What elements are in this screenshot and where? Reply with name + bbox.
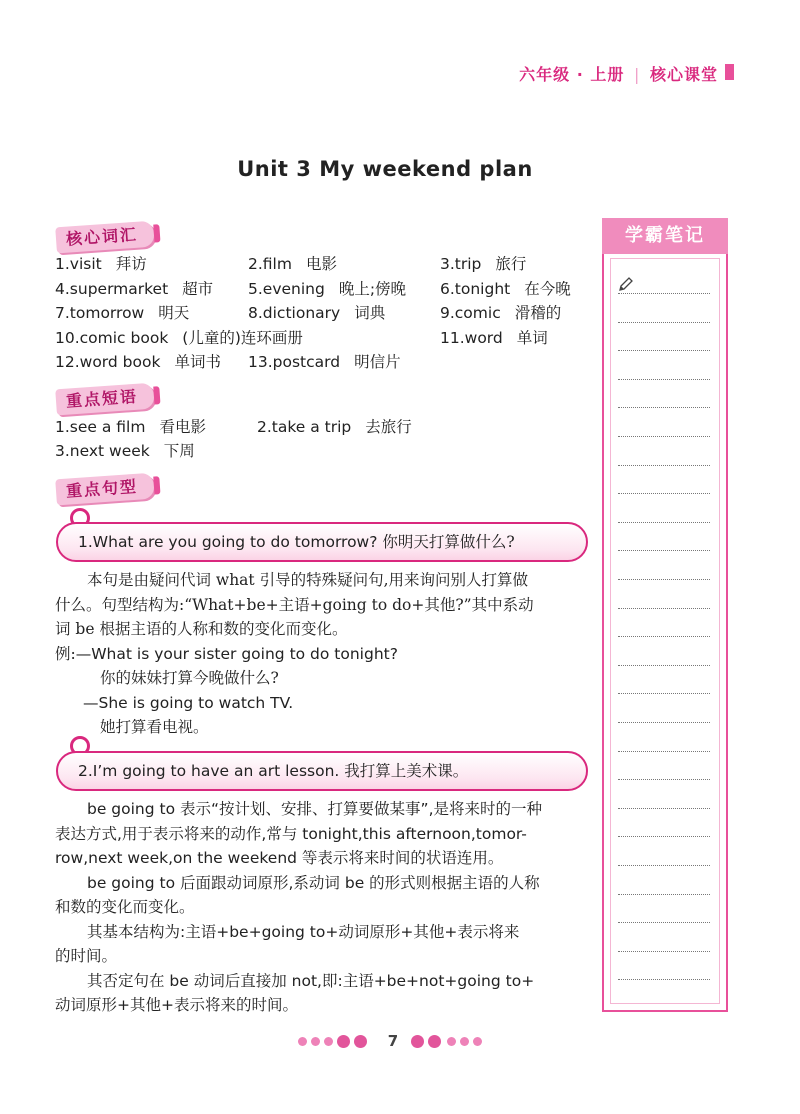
- note-line: [618, 751, 710, 752]
- footer-dot: [324, 1037, 333, 1046]
- vocab-item: 10.comic book (儿童的)连环画册: [55, 329, 303, 347]
- footer-dot: [411, 1035, 424, 1048]
- note-line: [618, 922, 710, 923]
- vocab-item: 6.tonight 在今晚: [440, 280, 571, 298]
- vocab-item: 2.film 电影: [248, 255, 337, 273]
- explanation-line: 其否定句在 be 动词后直接加 not,即:主语+be+not+going to+: [87, 971, 535, 990]
- header-accent-bar: [725, 64, 734, 80]
- explanation-line: 动词原形+其他+表示将来的时间。: [55, 996, 298, 1014]
- explanation-1: [55, 568, 592, 740]
- vocab-item: 7.tomorrow 明天: [55, 304, 190, 322]
- note-line: [618, 493, 710, 494]
- explanation-line: be going to 表示“按计划、安排、打算要做某事”,是将来时的一种: [87, 800, 542, 818]
- footer-dot: [460, 1037, 469, 1046]
- note-line: [618, 407, 710, 408]
- note-line: [618, 693, 710, 694]
- vocab-item: 13.postcard 明信片: [248, 353, 401, 371]
- vocab-item: 9.comic 滑稽的: [440, 304, 562, 322]
- example-question: —What is your sister going to do tonight?: [75, 644, 398, 663]
- footer-dot: [298, 1037, 307, 1046]
- example-answer: —She is going to watch TV.: [83, 693, 294, 712]
- phrase-item: 2.take a trip 去旅行: [257, 418, 412, 436]
- notes-area: [610, 258, 720, 1004]
- example-answer-translation: 她打算看电视。: [100, 718, 209, 736]
- note-line: [618, 865, 710, 866]
- page-title: Unit 3 My weekend plan: [237, 157, 533, 181]
- note-line: [618, 779, 710, 780]
- phrase-item: 3.next week 下周: [55, 442, 195, 460]
- note-line: [618, 665, 710, 666]
- note-line: [618, 550, 710, 551]
- footer-dot: [428, 1035, 441, 1048]
- phrase-item: 1.see a film 看电影: [55, 418, 206, 436]
- key-sentence-2: [56, 751, 588, 791]
- note-line: [618, 322, 710, 323]
- section-tag-vocab: 核心词汇: [55, 221, 155, 254]
- notes-title: 学霸笔记: [602, 218, 728, 254]
- note-line: [618, 636, 710, 637]
- footer-dot: [337, 1035, 350, 1048]
- footer-dot: [354, 1035, 367, 1048]
- explanation-line: 什么。句型结构为:“What+be+主语+going to do+其他?”其中系动: [55, 595, 534, 614]
- example-question-translation: 你的妹妹打算今晚做什么?: [100, 669, 279, 687]
- note-line: [618, 722, 710, 723]
- footer-dot: [447, 1037, 456, 1046]
- explanation-2: [55, 797, 592, 1018]
- header-separator: |: [634, 65, 641, 84]
- header-series-label: [519, 62, 718, 85]
- explanation-line: 其基本结构为:主语+be+going to+动词原形+其他+表示将来: [87, 922, 520, 941]
- note-line: [618, 894, 710, 895]
- header-dot: ·: [576, 65, 584, 84]
- key-sentence-1-en: 1.What are you going to do tomorrow?: [78, 533, 378, 551]
- vocab-item: 3.trip 旅行: [440, 255, 527, 273]
- note-line: [618, 979, 710, 980]
- explanation-line: 的时间。: [55, 947, 118, 965]
- key-sentence-1: [56, 522, 588, 562]
- header-volume: 上册: [590, 65, 625, 84]
- note-line: [618, 350, 710, 351]
- note-line: [618, 808, 710, 809]
- vocab-item: 4.supermarket 超市: [55, 280, 214, 298]
- section-tag-sentences: 重点句型: [55, 473, 155, 506]
- example-label: 例:: [55, 644, 76, 663]
- explanation-line: 表达方式,用于表示将来的动作,常与 tonight,this afternoon,tomor-: [55, 824, 527, 843]
- footer-dot: [473, 1037, 482, 1046]
- explanation-line: row,next week,on the weekend 等表示将来时间的状语连用。: [55, 849, 504, 867]
- note-line: [618, 465, 710, 466]
- header-series: 核心课堂: [649, 65, 718, 84]
- note-line: [618, 579, 710, 580]
- note-line: [618, 836, 710, 837]
- explanation-line: 本句是由疑问代词 what 引导的特殊疑问句,用来询问别人打算做: [87, 571, 529, 589]
- vocab-item: 8.dictionary 词典: [248, 304, 386, 322]
- page-number: 7: [387, 1032, 399, 1050]
- note-line: [618, 379, 710, 380]
- note-line: [618, 522, 710, 523]
- note-line: [618, 436, 710, 437]
- note-line: [618, 951, 710, 952]
- key-sentence-2-zh: 我打算上美术课。: [344, 762, 469, 780]
- vocab-item: 12.word book 单词书: [55, 353, 221, 371]
- note-line: [618, 608, 710, 609]
- explanation-line: 词 be 根据主语的人称和数的变化而变化。: [55, 620, 348, 638]
- section-tag-phrases: 重点短语: [55, 383, 155, 416]
- note-line: [618, 293, 710, 294]
- explanation-line: be going to 后面跟动词原形,系动词 be 的形式则根据主语的人称: [87, 873, 540, 892]
- footer-dot: [311, 1037, 320, 1046]
- explanation-line: 和数的变化而变化。: [55, 898, 195, 916]
- vocab-item: 5.evening 晚上;傍晚: [248, 280, 407, 298]
- key-sentence-1-zh: 你明天打算做什么?: [382, 533, 515, 551]
- key-sentence-2-en: 2.I’m going to have an art lesson.: [78, 762, 340, 780]
- vocab-item: 11.word 单词: [440, 329, 548, 347]
- header-grade: 六年级: [519, 65, 571, 84]
- pencil-icon: [618, 276, 634, 292]
- vocab-item: 1.visit 拜访: [55, 255, 147, 273]
